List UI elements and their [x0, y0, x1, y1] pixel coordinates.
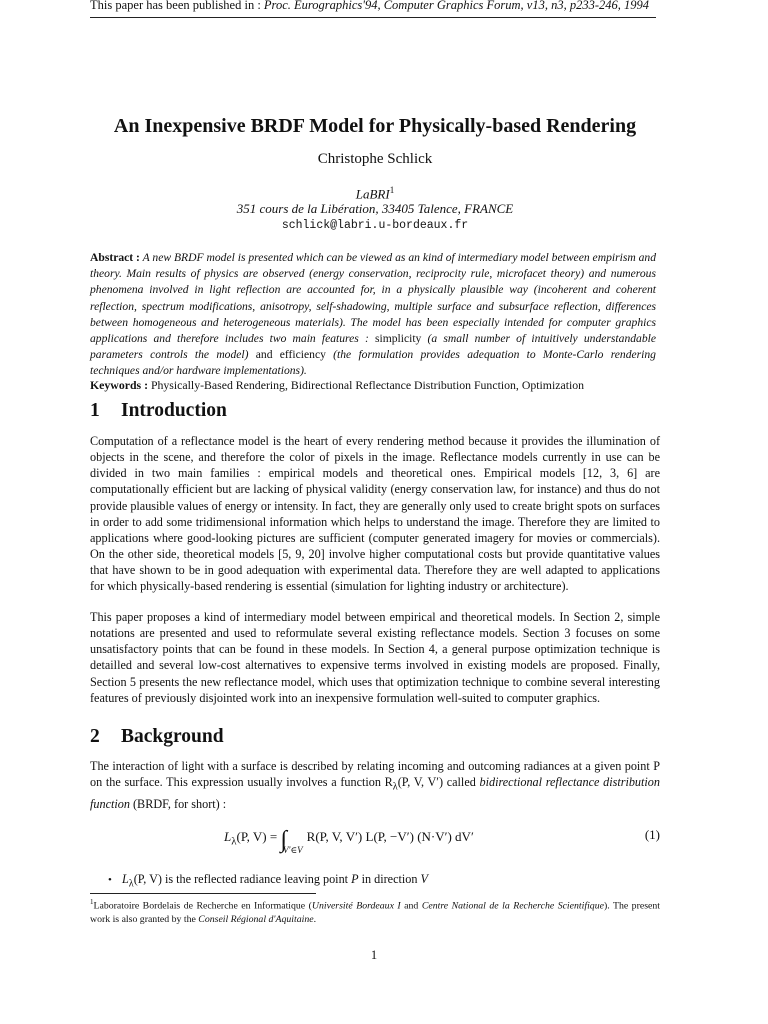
brdf-args: (P, V, V′): [397, 775, 444, 790]
footnote-text-1: Laboratoire Bordelais de Recherche en Informatique (: [93, 900, 312, 912]
bullet-args: (P, V): [133, 872, 162, 886]
abstract-label: Abstract :: [90, 251, 140, 264]
bg-text-before: The interaction of light with a surface is described by relating incoming and outcoming radiances at a given point P on the surface. This expression usually involves a function R: [90, 759, 660, 790]
bullet-p: P: [351, 872, 359, 886]
intro-paragraph-2: This paper proposes a kind of intermediary model between empirical and theoretical models. In Section 2, simple notations are presented and used to reformulate several existing reflectance models. Section 3 focuses on some unsatisfactory points that can be found in these models. In Section 4, a general purpose optimization technique is detailled and several low-cost alternatives to expensive terms involved in existing models are proposed. Finally, Section 5 presents the new reflectance model, which uses that optimization technique to combine several interesting features of previously disjointed work into an inexpensive formulation well-suited to computer graphics.: [90, 610, 660, 705]
paper-title: An Inexpensive BRDF Model for Physically-based Rendering: [113, 115, 637, 137]
bullet-text: is the reflected radiance leaving point: [161, 872, 352, 886]
abstract-text-1: A new BRDF model is presented which can be viewed as an kind of intermediary model between empirism and theory. Main results of physics are observed (energy conservation, reciprocity rule, microfacet theory) and numerous phenomena involved in light reflection are accounted for, in a physically plausible way (incoherent and coherent reflection, spectrum modifications, anisotropy, self-shadowing, multiple surface and subsurface reflection, differences between homogeneous and heterogeneous materials). The model has been especially intended for computer graphics applications and therefore includes two main features :: [90, 251, 657, 346]
background-paragraph-1: [90, 758, 660, 812]
publication-note-prefix: This paper has been published in :: [90, 0, 264, 12]
publication-venue: Proc. Eurographics'94, Computer Graphics Forum, v13, n3, p233-246, 1994: [263, 0, 649, 12]
bullet-text-2: in direction: [358, 872, 421, 886]
equation-body: [224, 827, 474, 854]
bullet-icon: •: [108, 874, 112, 886]
footnote-italic-2: Centre National de la Recherche Scientifique: [421, 900, 604, 912]
footnote-text-2: and: [400, 900, 422, 912]
abstract-text-2: (a small number of intuitively understandable parameters controls the model): [90, 332, 656, 362]
section-heading-background: [90, 725, 224, 749]
abstract-efficiency: and efficiency: [255, 348, 326, 362]
intro-paragraph-1: Computation of a reflectance model is the heart of every rendering method because it provides the illumination of objects in the scene, and therefore the color of pixels in the image. Reflectance models currently in use can be divided in two main families : empirical models and theoretical ones. Empirical models [12, 3, 6] are computationally efficient but are lacking of physical validity (energy conservation law, for instance) and thus do not provide plausible values of energy or intensity. In fact, they are generally only used to create bright spots on surfaces in order to add some tridimensional information which helps to understand the image. Therefore they are limited to applications where good-looking pictures are sufficient (computer generated imagery for movies or commercials). On the other side, theoretical models [5, 9, 20] involve higher computational costs but provide quantitative values that have shown to be in good adequation with experimental data. Therefore they are well adapted to applications for which physically-based rendering is essential (simulation for lighting industry or architecture).: [90, 434, 660, 594]
affiliation-address: 351 cours de la Libération, 33405 Talence, FRANCE: [236, 201, 514, 216]
footnote-mark: 1: [389, 185, 395, 195]
section-heading-introduction: [90, 399, 227, 423]
keywords: [90, 377, 656, 393]
abstract-text-3: (the formulation provides adequation to Monte-Carlo rendering techniques and/or hardware implementations).: [90, 348, 656, 378]
abstract: [90, 250, 656, 380]
footnote-text-3: ). The present work is also granted by the: [90, 900, 660, 926]
brdf-term: bidirectional reflectance distribution function: [90, 775, 660, 811]
author-name: Christophe Schlick: [317, 151, 433, 167]
lab-name: LaBRI: [355, 186, 390, 202]
footnote-text-4: .: [313, 914, 317, 926]
lambda-subscript: λ: [392, 781, 398, 793]
section-title: Introduction: [121, 400, 227, 421]
bullet-v: V: [420, 872, 428, 886]
affiliation-lab: [60, 182, 690, 202]
author-email: schlick@labri.u-bordeaux.fr: [281, 219, 469, 232]
section-title: Background: [121, 726, 224, 747]
footnote-number: 1: [90, 898, 94, 906]
abstract-simplicity: simplicity: [374, 332, 422, 346]
equation-1: [90, 823, 660, 863]
bullet-sub: λ: [128, 878, 134, 890]
integral-sign-icon: ∫: [280, 827, 288, 853]
equation-number: (1): [644, 827, 660, 842]
footnote-italic-3: Conseil Régional d'Aquitaine: [198, 914, 314, 926]
eq-rhs: R(P, V, V′) L(P, −V′) (N·V′) dV′: [306, 829, 474, 844]
keywords-text: Physically-Based Rendering, Bidirectional Reflectance Distribution Function, Optimization: [148, 378, 585, 392]
definition-bullet: [108, 871, 660, 892]
eq-integral-domain: V′∈V: [283, 845, 303, 855]
page-number: 1: [370, 948, 378, 962]
section-number: 1: [90, 400, 100, 421]
footnote: [90, 895, 660, 927]
eq-lhs-args: (P, V) =: [236, 829, 281, 844]
bullet-math: L: [122, 872, 129, 886]
footnote-divider: [90, 893, 316, 894]
publication-note: [90, 0, 656, 18]
eq-lhs: L: [224, 829, 232, 844]
section-number: 2: [90, 726, 100, 747]
bg-text-mid: called: [443, 775, 480, 790]
eq-lhs-sub: λ: [231, 835, 237, 848]
bg-text-after: (BRDF, for short) :: [129, 796, 227, 811]
keywords-label: Keywords :: [90, 378, 148, 392]
footnote-italic-1: Université Bordeaux I: [311, 900, 401, 912]
